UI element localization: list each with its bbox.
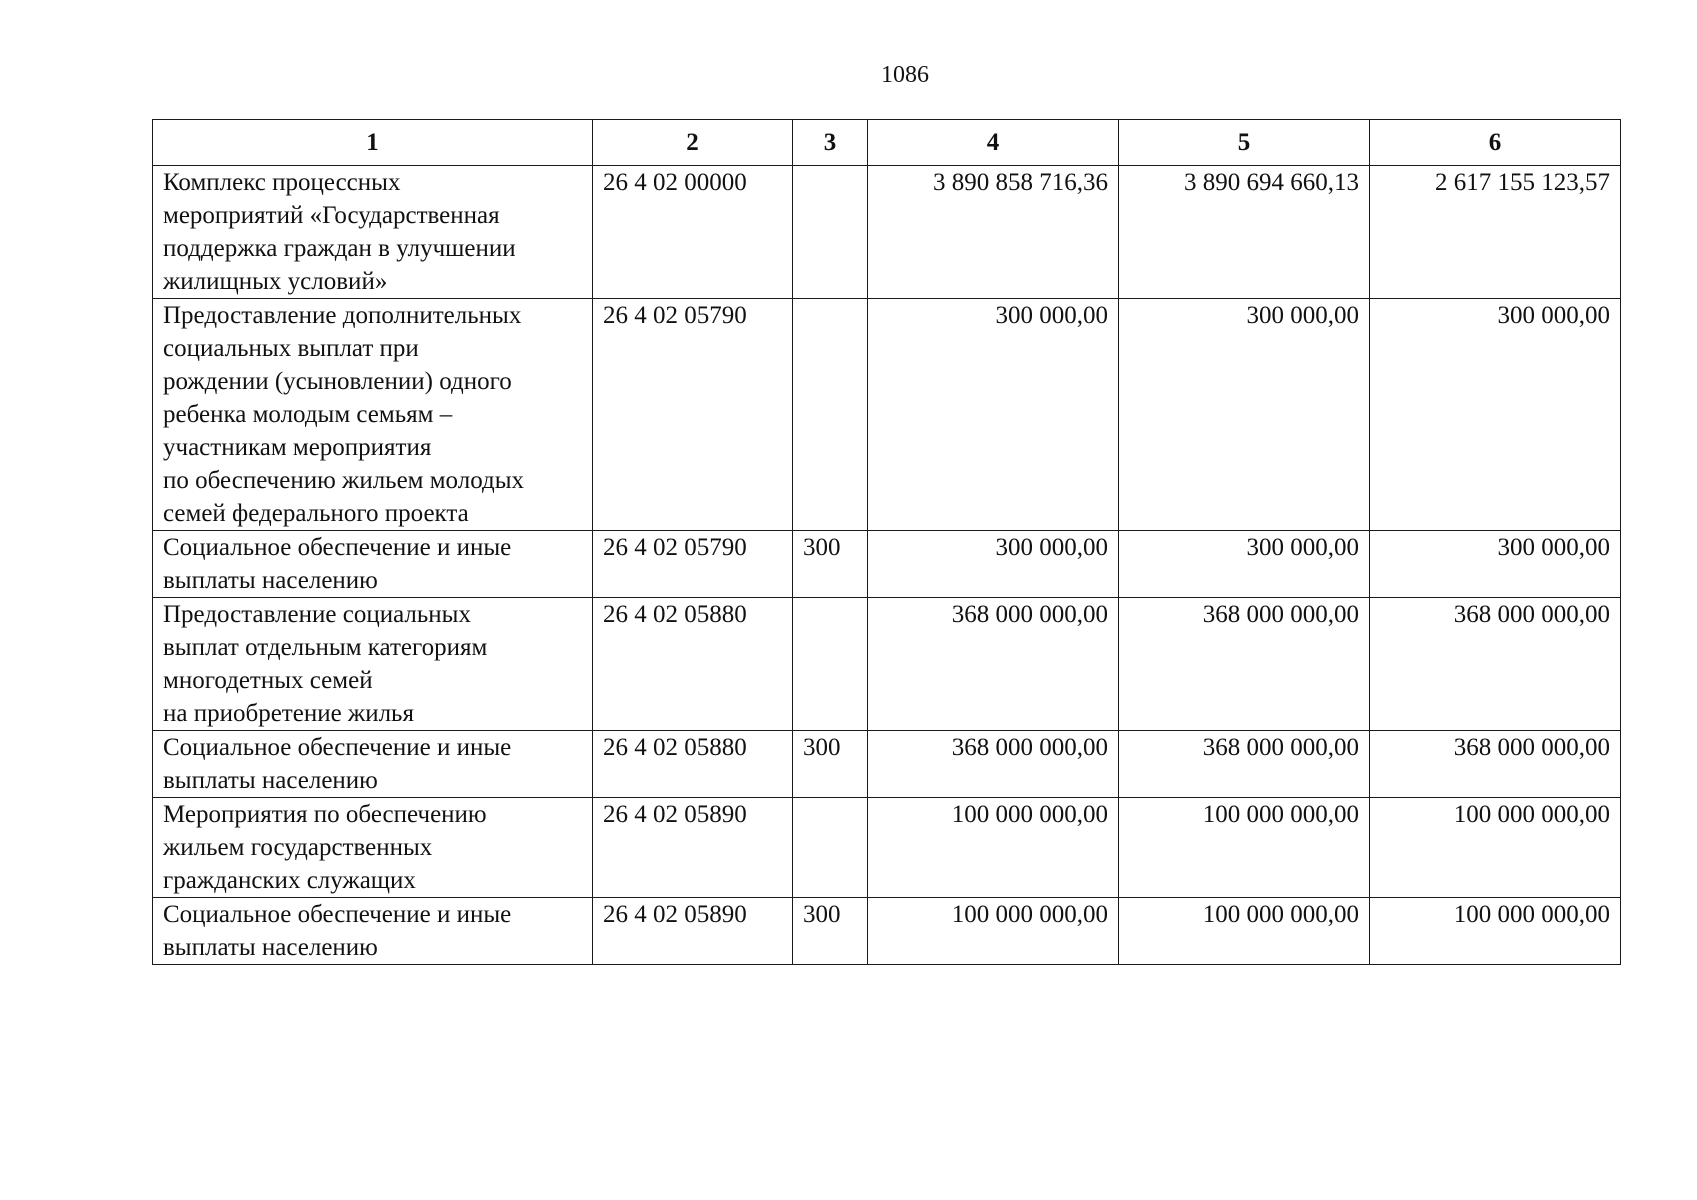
row-name-text: Комплекс процессных мероприятий «Государственная поддержка граждан в улучшении жилищных условий» [163, 169, 516, 295]
row-name [153, 731, 593, 798]
row-value-col4: 368 000 000,00 [868, 598, 1119, 731]
row-value-col6: 300 000,00 [1370, 299, 1621, 531]
row-value-col6: 2 617 155 123,57 [1370, 166, 1621, 299]
row-value-col5: 100 000 000,00 [1119, 798, 1370, 898]
row-code: 26 4 02 05880 [593, 731, 793, 798]
header-col-5: 5 [1119, 120, 1370, 166]
row-value-col6: 100 000 000,00 [1370, 898, 1621, 965]
row-value-col4: 300 000,00 [868, 299, 1119, 531]
row-value-col5: 100 000 000,00 [1119, 898, 1370, 965]
row-name [153, 798, 593, 898]
row-value-col4: 300 000,00 [868, 531, 1119, 598]
header-col-6: 6 [1370, 120, 1621, 166]
row-value-col4: 368 000 000,00 [868, 731, 1119, 798]
row-expense-type: 300 [793, 731, 868, 798]
row-code: 26 4 02 05790 [593, 531, 793, 598]
row-value-col6: 300 000,00 [1370, 531, 1621, 598]
page-number: 1086 [881, 62, 929, 88]
row-name [153, 898, 593, 965]
row-name [153, 299, 593, 531]
row-code: 26 4 02 05890 [593, 898, 793, 965]
table-row [153, 598, 1621, 731]
table-row [153, 531, 1621, 598]
row-code: 26 4 02 05890 [593, 798, 793, 898]
row-value-col4: 100 000 000,00 [868, 798, 1119, 898]
row-expense-type: 300 [793, 898, 868, 965]
header-col-4: 4 [868, 120, 1119, 166]
row-name [153, 531, 593, 598]
row-value-col4: 3 890 858 716,36 [868, 166, 1119, 299]
row-expense-type [793, 299, 868, 531]
row-name-text: Социальное обеспечение и иные выплаты населению [163, 734, 512, 794]
header-row [153, 120, 1621, 166]
row-value-col6: 368 000 000,00 [1370, 731, 1621, 798]
row-expense-type: 300 [793, 531, 868, 598]
header-col-3: 3 [793, 120, 868, 166]
row-value-col5: 300 000,00 [1119, 531, 1370, 598]
table-row [153, 299, 1621, 531]
row-code: 26 4 02 05880 [593, 598, 793, 731]
row-value-col6: 368 000 000,00 [1370, 598, 1621, 731]
budget-table [152, 119, 1621, 965]
row-code: 26 4 02 05790 [593, 299, 793, 531]
table-row [153, 898, 1621, 965]
row-name-text: Предоставление дополнительных социальных выплат при рождении (усыновлении) одного ребенка молодым семьям – участникам мероприятия по обеспечению жильем молодых семей федерального проекта [163, 302, 524, 527]
row-name [153, 598, 593, 731]
table-row [153, 798, 1621, 898]
header-col-2: 2 [593, 120, 793, 166]
row-expense-type [793, 798, 868, 898]
row-value-col5: 3 890 694 660,13 [1119, 166, 1370, 299]
row-value-col6: 100 000 000,00 [1370, 798, 1621, 898]
header-col-1: 1 [153, 120, 593, 166]
row-value-col4: 100 000 000,00 [868, 898, 1119, 965]
row-expense-type [793, 166, 868, 299]
row-code: 26 4 02 00000 [593, 166, 793, 299]
row-name-text: Предоставление социальных выплат отдельным категориям многодетных семей на приобретение жилья [163, 601, 488, 727]
row-name-text: Социальное обеспечение и иные выплаты населению [163, 534, 512, 594]
row-name-text: Социальное обеспечение и иные выплаты населению [163, 901, 512, 961]
row-expense-type [793, 598, 868, 731]
row-value-col5: 300 000,00 [1119, 299, 1370, 531]
row-value-col5: 368 000 000,00 [1119, 731, 1370, 798]
table-row [153, 166, 1621, 299]
row-name-text: Мероприятия по обеспечению жильем государственных гражданских служащих [163, 801, 487, 894]
row-name [153, 166, 593, 299]
table-row [153, 731, 1621, 798]
row-value-col5: 368 000 000,00 [1119, 598, 1370, 731]
